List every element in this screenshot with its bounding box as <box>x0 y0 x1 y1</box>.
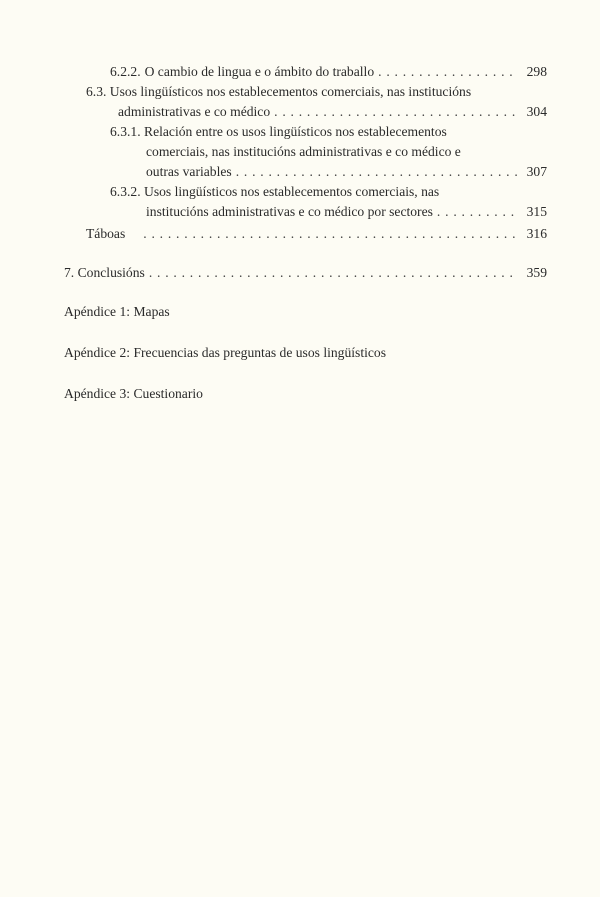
page-number: 315 <box>526 204 547 219</box>
section-title-line1: Usos lingüísticos nos establecementos comerciais, nas <box>144 184 440 199</box>
toc-entry-taboas <box>86 224 547 244</box>
toc-entry-6-3-1 <box>110 122 447 142</box>
toc-entry-6-3-1-cont <box>146 162 547 182</box>
section-title-line1: Relación entre os usos lingüísticos nos establecementos <box>144 124 447 139</box>
section-title-line3: outras variables <box>146 164 232 179</box>
section-title-line1: Usos lingüísticos nos establecementos comerciais, nas institucións <box>109 84 472 99</box>
toc-entry-apendice-3: Apéndice 3: Cuestionario <box>64 386 203 401</box>
section-title-line2: administrativas e co médico <box>118 104 271 119</box>
page-number: 307 <box>526 164 547 179</box>
toc-entry-apendice-1: Apéndice 1: Mapas <box>64 304 170 319</box>
dot-leader <box>236 162 517 182</box>
toc-entry-6-3-2-cont <box>146 202 547 222</box>
toc-entry-6-3 <box>86 82 471 102</box>
page-number: 316 <box>526 226 547 241</box>
page-number: 298 <box>526 64 547 79</box>
dot-leader <box>143 224 517 244</box>
section-title: 7. Conclusións <box>64 265 145 280</box>
dot-leader <box>437 202 517 222</box>
section-title: O cambio de lingua e o ámbito do traballo <box>144 64 375 79</box>
section-title: Táboas <box>86 226 126 241</box>
toc-entry-6-3-2 <box>110 182 439 202</box>
section-number: 6.3.2. <box>110 184 141 199</box>
toc-entry-6-3-1-line2: comerciais, nas institucións administrativas e co médico e <box>146 144 461 159</box>
dot-leader <box>378 62 517 82</box>
toc-entry-7 <box>64 263 547 283</box>
page-number: 304 <box>526 104 547 119</box>
dot-leader <box>274 102 517 122</box>
toc-entry-6-2-2 <box>110 62 547 82</box>
dot-leader <box>149 263 517 283</box>
toc-entry-apendice-2: Apéndice 2: Frecuencias das preguntas de usos lingüísticos <box>64 345 387 360</box>
section-number: 6.2.2. <box>110 64 141 79</box>
section-title-line2: institucións administrativas e co médico por sectores <box>146 204 433 219</box>
page-number: 359 <box>526 265 547 280</box>
section-number: 6.3. <box>86 84 107 99</box>
section-number: 6.3.1. <box>110 124 141 139</box>
toc-entry-6-3-cont <box>118 102 547 122</box>
